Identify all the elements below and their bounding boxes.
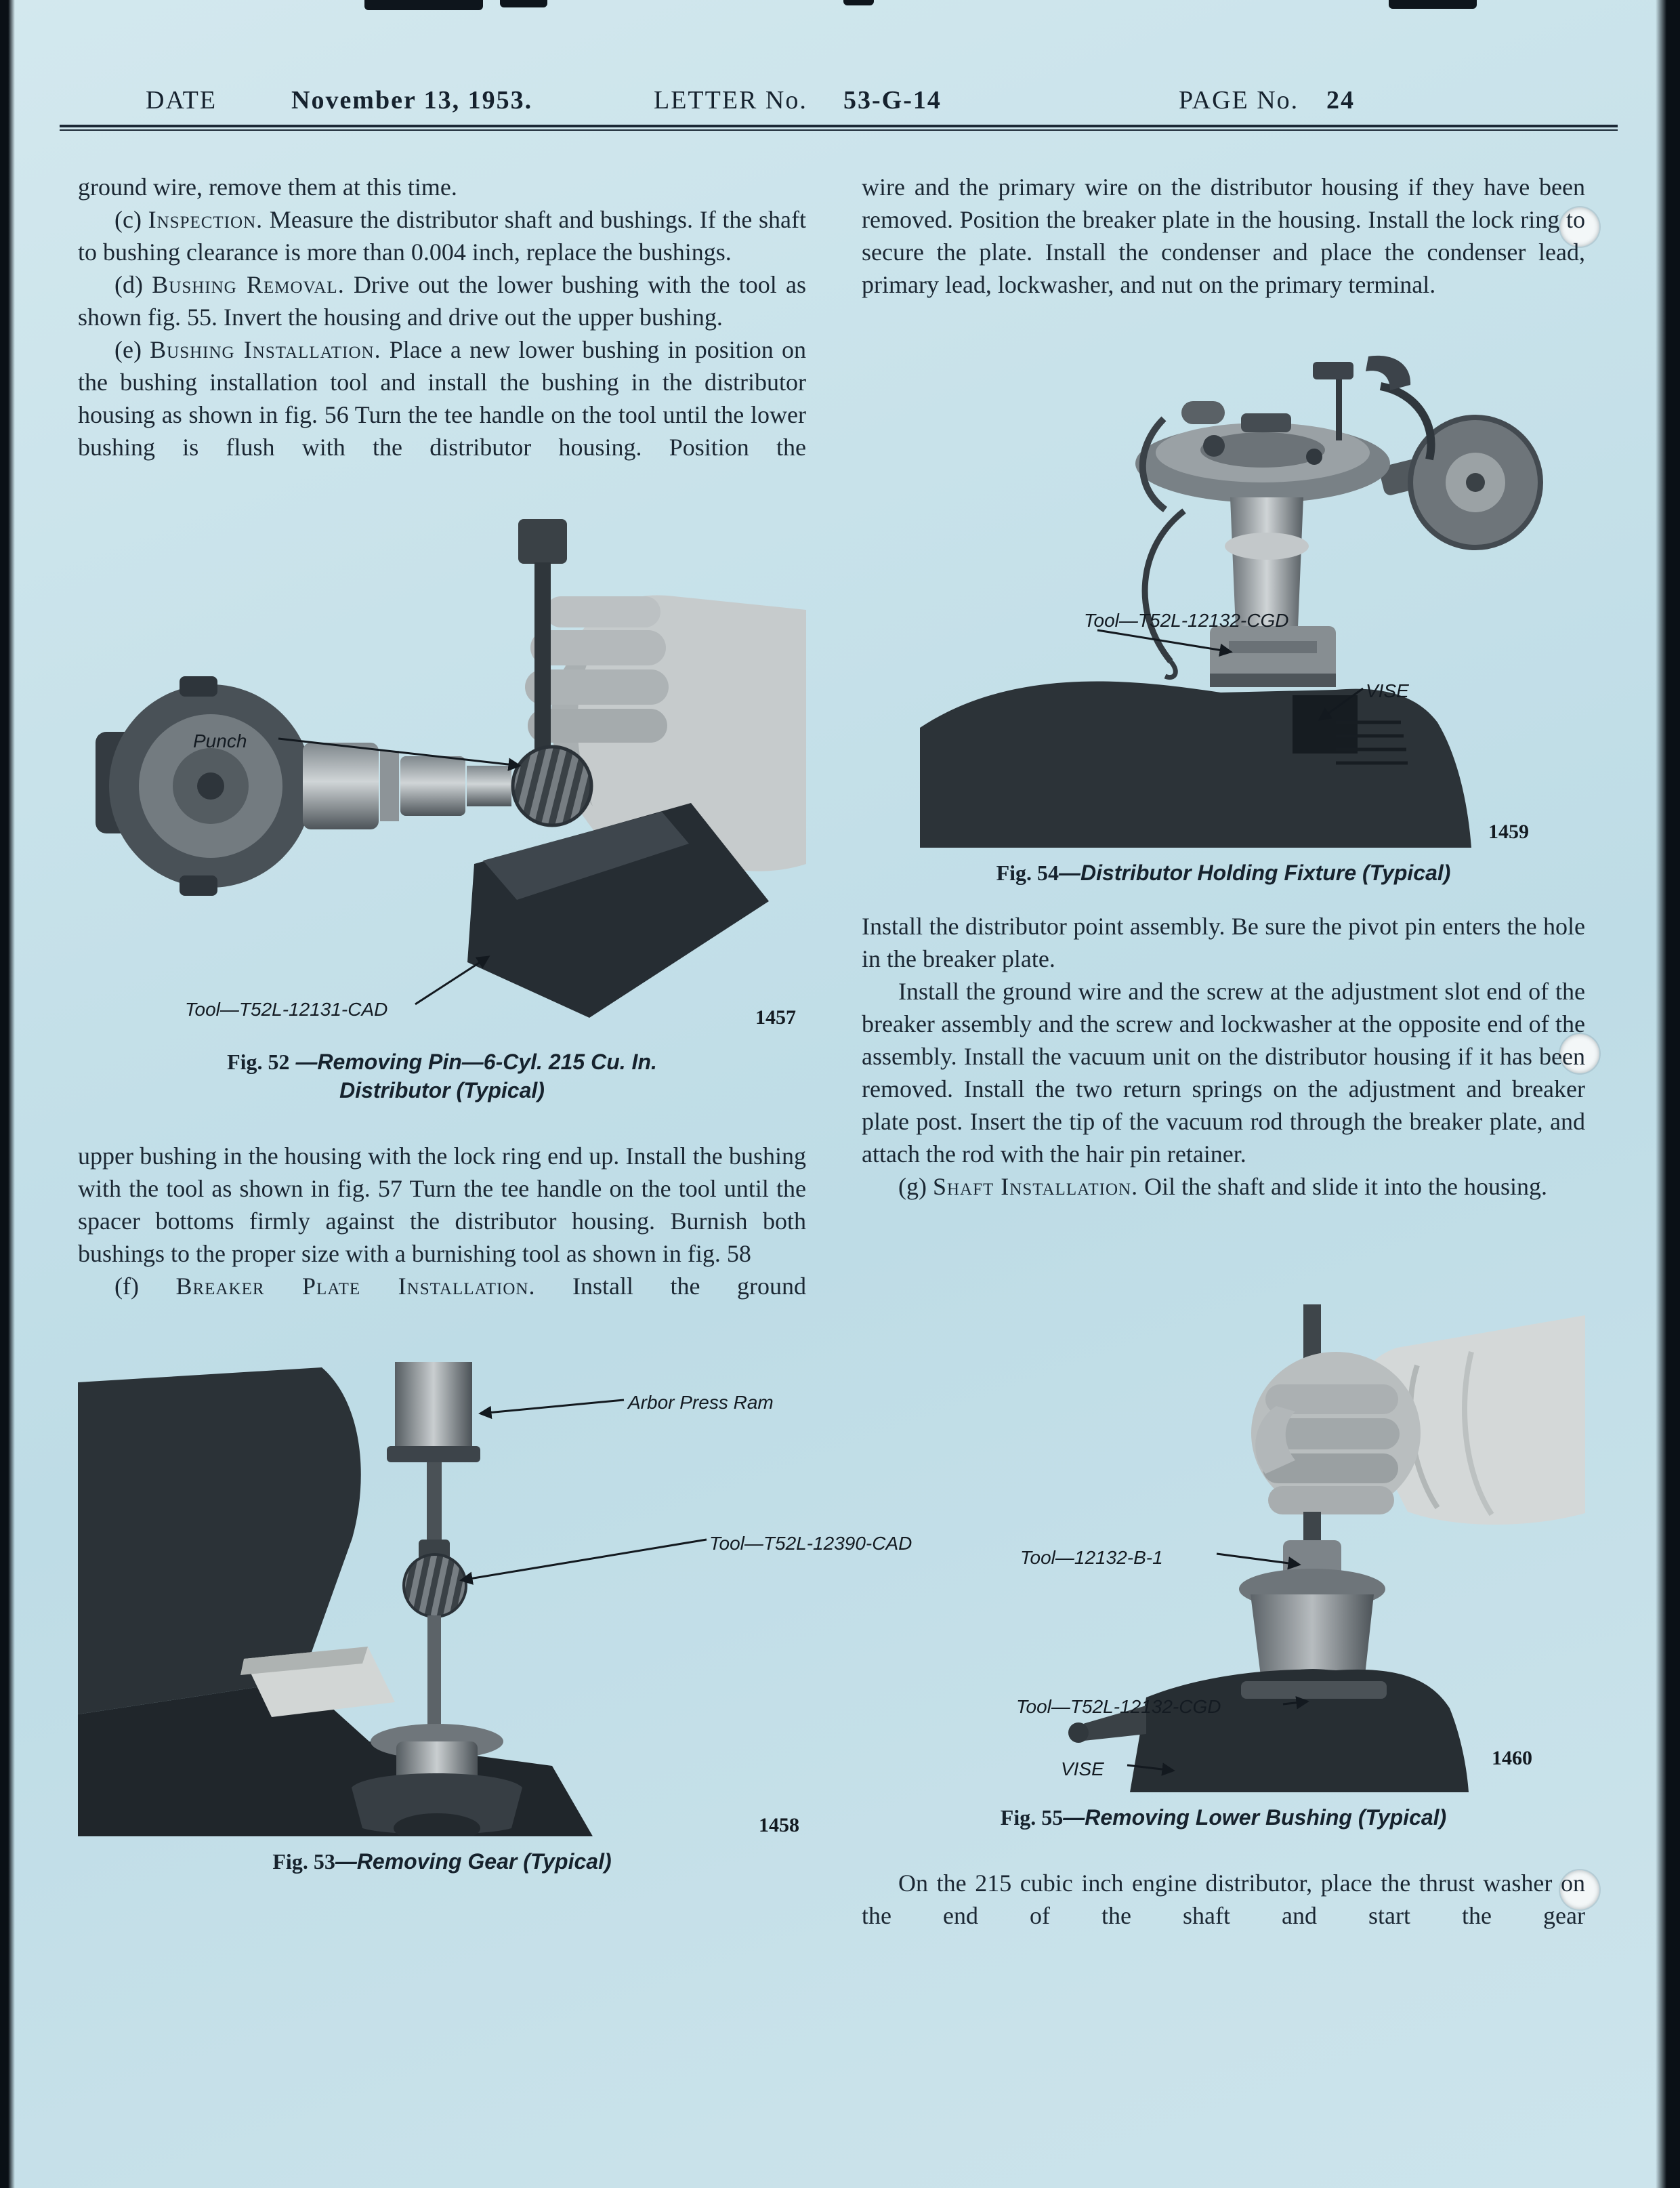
left-column — [78, 171, 912, 1876]
fig55-caption — [862, 1803, 1585, 1832]
fig53-label-tool: Tool—T52L-12390-CAD — [709, 1533, 912, 1554]
fig53-caption-title: —Removing Gear (Typical) — [335, 1849, 612, 1874]
paragraph-text: Oil the shaft and slide it into the housing. — [1138, 1173, 1548, 1200]
scan-artifact — [843, 0, 874, 5]
fig52-label-punch: Punch — [193, 730, 247, 751]
fig54-caption-title: —Distributor Holding Fixture (Typical) — [1059, 861, 1451, 885]
run-in-heading: Shaft Installation. — [932, 1173, 1139, 1200]
scan-artifact — [1389, 0, 1477, 9]
paragraph-f-breaker-plate — [78, 1270, 806, 1302]
paragraph-text: Install the ground — [535, 1273, 807, 1300]
fig54-label-vise: VISE — [1366, 680, 1409, 701]
body-paragraph: wire and the primary wire on the distributor housing if they have been removed. Position the breaker plate in the housing. Install the lock ring to secure the plate. Install the condenser and place the condenser lead, primary lead, lockwasher, and nut on the primary terminal. — [862, 173, 1585, 298]
fig55-caption-number: Fig. 55 — [1000, 1805, 1064, 1830]
fig54-photo — [862, 343, 1585, 848]
body-paragraph: On the 215 cubic inch engine distributor, place the thrust washer on the end of the shaft and start the gear — [862, 1870, 1585, 1929]
run-in-heading: Bushing Installation. — [150, 336, 381, 363]
item-letter: (e) — [114, 336, 150, 363]
body-paragraph: upper bushing in the housing with the lock ring end up. Install the bushing with the tool as shown in fig. 57 Turn the tee handle on the tool until the spacer bottoms firmly against the distributor housing. Burnish both bushings to the proper size with a burnishing tool as shown in fig. 58 — [78, 1142, 806, 1267]
item-letter: (g) — [898, 1173, 933, 1200]
fig53-label-ram: Arbor Press Ram — [628, 1392, 774, 1413]
date-label: DATE — [146, 86, 217, 115]
fig53-photo-number: 1458 — [759, 1814, 799, 1836]
letter-label: LETTER No. — [654, 86, 807, 115]
fig52-caption-line2: Distributor (Typical) — [339, 1078, 545, 1102]
fig55-photo — [862, 1304, 1585, 1792]
fig54-label-tool: Tool—T52L-12132-CGD — [1084, 610, 1289, 631]
fig52-caption-number: Fig. 52 — [227, 1050, 290, 1074]
header-rule — [60, 125, 1618, 131]
fig53-photo — [78, 1362, 806, 1836]
paragraph-text: Place a new lower bushing in position on the bushing installation tool and install the bushing in the distributor housing as shown in fig. 56 Turn the tee handle on the tool until the lower bushing is flush with the distributor housing. Position the — [78, 336, 806, 461]
paragraph-text: Drive out the lower bushing with the tool as shown fig. 55. Invert the housing and drive out the upper bushing. — [78, 271, 806, 331]
scan-edge-left — [0, 0, 15, 2188]
figure-54 — [862, 343, 1585, 848]
fig52-photo — [78, 495, 806, 1037]
fig53-caption-number: Fig. 53 — [272, 1849, 335, 1874]
scan-edge-right — [1656, 0, 1680, 2188]
page-label: PAGE No. — [1179, 86, 1299, 115]
item-letter: (d) — [114, 271, 152, 298]
fig52-caption — [78, 1048, 806, 1105]
item-letter: (c) — [114, 206, 148, 233]
paragraph-c-inspection — [78, 203, 806, 268]
page-value: 24 — [1326, 86, 1355, 115]
body-paragraph: ground wire, remove them at this time. — [78, 173, 457, 201]
item-letter: (f) — [114, 1273, 176, 1300]
fig55-photo-number: 1460 — [1492, 1747, 1532, 1769]
right-column — [862, 171, 1585, 1932]
figure-53 — [78, 1362, 912, 1836]
page-header — [0, 85, 1680, 121]
paragraph-e-bushing-installation — [78, 333, 806, 463]
fig55-label-tool2: Tool—T52L-12132-CGD — [1016, 1696, 1221, 1717]
fig54-caption — [862, 859, 1585, 887]
run-in-heading: Bushing Removal. — [152, 271, 345, 298]
fig52-caption-title: —Removing Pin—6-Cyl. 215 Cu. In. — [289, 1050, 657, 1074]
run-in-heading: Inspection. — [148, 206, 264, 233]
body-paragraph: Install the distributor point assembly. Be sure the pivot pin enters the hole in the breaker plate. — [862, 913, 1585, 972]
fig52-caption-line1 — [78, 1048, 806, 1076]
scan-artifact — [500, 0, 547, 7]
figure-55 — [862, 1304, 1585, 1792]
fig55-caption-title: —Removing Lower Bushing (Typical) — [1063, 1805, 1447, 1830]
run-in-heading: Breaker Plate Installation. — [175, 1273, 536, 1300]
fig54-photo-number: 1459 — [1488, 821, 1529, 843]
date-value: November 13, 1953. — [291, 86, 533, 115]
fig52-photo-number: 1457 — [755, 1006, 796, 1029]
body-paragraph: Install the ground wire and the screw at the adjustment slot end of the breaker assembly and the screw and lockwasher at the opposite end of the assembly. Install the vacuum unit on the distributor housing if it has been removed. Install the two return springs on the adjustment and breaker plate post. Insert the tip of the vacuum rod through the breaker plate, and attach the rod with the hair pin retainer. — [862, 978, 1585, 1168]
fig52-label-tool: Tool—T52L-12131-CAD — [185, 999, 388, 1020]
paragraph-g-shaft-installation — [862, 1170, 1585, 1203]
paragraph-text: Measure the distributor shaft and bushings. If the shaft to bushing clearance is more than 0.004 inch, replace the bushings. — [78, 206, 806, 266]
figure-52 — [78, 495, 806, 1037]
paragraph-d-bushing-removal — [78, 268, 806, 333]
fig54-caption-number: Fig. 54 — [996, 861, 1059, 885]
fig53-caption — [78, 1847, 806, 1876]
letter-value: 53-G-14 — [843, 86, 942, 115]
fig55-label-vise: VISE — [1061, 1758, 1104, 1779]
fig55-label-tool1: Tool—12132-B-1 — [1020, 1547, 1163, 1568]
scan-artifact — [364, 0, 483, 10]
